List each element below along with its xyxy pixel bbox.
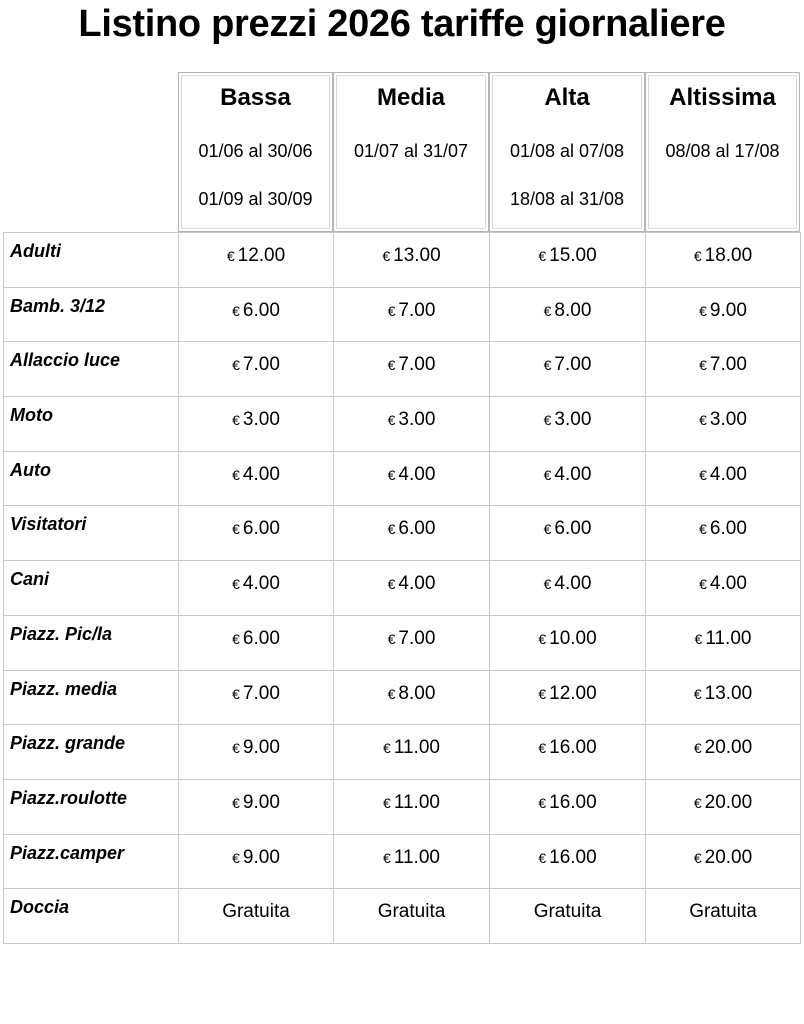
euro-symbol: € [387, 357, 396, 374]
price-cell [334, 397, 490, 451]
price-amount: 4.00 [554, 463, 592, 485]
price-cell [490, 780, 646, 834]
price-value [334, 737, 489, 759]
price-cell [490, 342, 646, 396]
row-label: Visitatori [10, 514, 87, 535]
price-amount: 4.00 [242, 463, 280, 485]
price-value [179, 628, 333, 650]
price-value [490, 573, 645, 595]
price-cell [179, 233, 334, 287]
price-cell [646, 397, 801, 451]
row-label-cell [3, 342, 179, 396]
euro-symbol: € [543, 412, 552, 429]
euro-symbol: € [693, 849, 702, 866]
price-value [179, 573, 333, 595]
price-amount: Gratuita [533, 901, 602, 923]
table-row [3, 452, 801, 507]
row-label: Adulti [10, 241, 61, 261]
price-cell [334, 671, 490, 725]
row-label: Piazz. Pic/la [10, 623, 113, 644]
euro-symbol: € [232, 630, 240, 647]
price-cell [646, 616, 801, 670]
price-cell [179, 835, 334, 889]
euro-symbol: € [699, 302, 707, 319]
euro-symbol: € [543, 357, 552, 374]
price-value [334, 628, 489, 650]
season-date-range: 01/06 al 30/06 [198, 141, 313, 161]
price-amount: Gratuita [377, 901, 446, 923]
price-cell [179, 452, 334, 506]
table-row [3, 288, 801, 343]
price-amount: 8.00 [398, 682, 436, 704]
price-amount: 12.00 [549, 682, 597, 704]
price-cell [334, 835, 490, 889]
price-cell [179, 342, 334, 396]
season-header-cell [333, 72, 489, 232]
price-amount: 7.00 [242, 682, 280, 704]
price-amount: 6.00 [398, 518, 436, 540]
row-label-cell [3, 780, 179, 834]
euro-symbol: € [538, 740, 547, 757]
season-date-range: 01/07 al 31/07 [353, 141, 469, 161]
price-value [179, 683, 333, 705]
season-name: Altissima [669, 84, 776, 111]
page-title: Listino prezzi 2026 tariffe giornaliere [78, 3, 726, 45]
euro-symbol: € [538, 685, 547, 702]
price-cell [646, 506, 801, 560]
price-cell [179, 616, 334, 670]
price-cell [334, 288, 490, 342]
row-label-cell [3, 288, 179, 342]
season-date-range: 18/08 al 31/08 [509, 189, 625, 209]
price-cell [646, 671, 801, 725]
price-cell [334, 452, 490, 506]
price-amount: 9.00 [242, 791, 280, 813]
price-cell [490, 889, 646, 943]
price-value [646, 792, 800, 814]
euro-symbol: € [232, 357, 240, 374]
table-row [3, 835, 801, 890]
euro-symbol: € [694, 630, 703, 647]
euro-symbol: € [699, 576, 707, 593]
table-row [3, 616, 801, 671]
price-amount: 7.00 [398, 299, 436, 321]
price-cell [334, 616, 490, 670]
price-cell [490, 725, 646, 779]
price-amount: 9.00 [709, 299, 747, 321]
euro-symbol: € [538, 248, 547, 264]
price-cell [179, 725, 334, 779]
price-amount: 11.00 [705, 627, 752, 649]
row-label: Bamb. 3/12 [10, 295, 106, 316]
price-amount: 9.00 [242, 737, 280, 759]
row-label-cell [3, 506, 179, 560]
price-amount: 16.00 [549, 791, 597, 813]
row-label-cell [3, 835, 179, 889]
price-amount: 15.00 [549, 245, 597, 266]
row-label: Piazz. media [10, 678, 118, 699]
price-value [179, 464, 333, 486]
row-label: Auto [10, 459, 51, 480]
euro-symbol: € [538, 849, 547, 866]
price-value [334, 573, 489, 595]
table-row [3, 233, 801, 288]
row-label: Piazz.roulotte [10, 787, 128, 808]
price-amount: 11.00 [393, 791, 440, 813]
euro-symbol: € [232, 794, 240, 811]
price-value [334, 354, 489, 376]
row-label: Moto [10, 405, 53, 426]
euro-symbol: € [232, 740, 240, 757]
price-value [646, 245, 800, 267]
table-row [3, 506, 801, 561]
price-cell [490, 671, 646, 725]
price-amount: 4.00 [709, 573, 747, 595]
price-value [179, 518, 333, 540]
price-cell [179, 671, 334, 725]
row-label-cell [3, 671, 179, 725]
euro-symbol: € [387, 466, 396, 483]
season-header-cell [489, 72, 645, 232]
row-label-cell [3, 561, 179, 615]
price-cell [334, 889, 490, 943]
price-value [646, 354, 800, 376]
euro-symbol: € [383, 740, 391, 757]
table-row [3, 561, 801, 616]
price-cell [490, 561, 646, 615]
euro-symbol: € [387, 630, 396, 647]
price-cell [334, 233, 490, 287]
price-amount: 4.00 [554, 573, 592, 595]
price-amount: 13.00 [704, 682, 753, 704]
price-value [179, 737, 333, 759]
euro-symbol: € [699, 521, 707, 538]
price-value [179, 409, 333, 431]
euro-symbol: € [699, 466, 707, 483]
price-value [334, 518, 489, 540]
price-value [179, 300, 333, 322]
price-amount: 6.00 [709, 518, 747, 540]
price-amount: 6.00 [242, 627, 280, 649]
price-cell [179, 288, 334, 342]
euro-symbol: € [232, 849, 240, 866]
season-name: Media [376, 84, 445, 111]
row-label-cell [3, 233, 179, 287]
price-amount: 3.00 [398, 409, 436, 431]
table-row [3, 671, 801, 726]
price-value [490, 464, 645, 486]
season-name: Bassa [220, 84, 291, 111]
price-cell [646, 561, 801, 615]
price-cell [334, 342, 490, 396]
price-amount: 11.00 [393, 737, 440, 759]
row-label-cell [3, 397, 179, 451]
price-amount: 3.00 [709, 409, 747, 431]
euro-symbol: € [387, 685, 396, 702]
price-cell [179, 506, 334, 560]
price-value [646, 573, 800, 595]
table-row [3, 780, 801, 835]
price-value [490, 683, 645, 705]
euro-symbol: € [387, 412, 396, 429]
price-cell [646, 780, 801, 834]
row-label-cell [3, 725, 179, 779]
price-value [646, 300, 800, 322]
price-value [490, 792, 645, 814]
row-label: Cani [10, 569, 50, 590]
table-row [3, 725, 801, 780]
price-amount: 4.00 [398, 463, 436, 485]
price-cell [646, 835, 801, 889]
price-value [490, 737, 645, 759]
price-value [490, 901, 645, 923]
price-value [334, 792, 489, 814]
euro-symbol: € [226, 248, 235, 264]
price-value [179, 847, 333, 869]
euro-symbol: € [383, 794, 391, 811]
price-value [334, 901, 489, 923]
row-label: Allaccio luce [10, 350, 121, 371]
euro-symbol: € [693, 740, 702, 757]
price-cell [646, 452, 801, 506]
row-label-cell [3, 452, 179, 506]
euro-symbol: € [693, 685, 702, 702]
row-label-cell [3, 616, 179, 670]
price-cell [179, 889, 334, 943]
row-label: Piazz.camper [10, 842, 125, 863]
price-cell [646, 288, 801, 342]
table-row [3, 342, 801, 397]
price-amount: 4.00 [709, 463, 747, 485]
price-value [490, 518, 645, 540]
table-row [3, 889, 801, 944]
price-amount: 16.00 [549, 846, 597, 868]
price-value [490, 300, 645, 322]
price-value [490, 245, 645, 267]
price-cell [646, 889, 801, 943]
price-cell [490, 835, 646, 889]
price-amount: 6.00 [242, 518, 280, 540]
euro-symbol: € [232, 685, 240, 702]
price-value [334, 409, 489, 431]
price-amount: 4.00 [242, 573, 280, 595]
row-label-cell [3, 889, 179, 943]
euro-symbol: € [383, 849, 391, 866]
euro-symbol: € [543, 576, 552, 593]
price-cell [179, 397, 334, 451]
price-cell [334, 561, 490, 615]
euro-symbol: € [232, 521, 240, 538]
price-cell [490, 233, 646, 287]
price-cell [490, 452, 646, 506]
price-value [334, 464, 489, 486]
season-date-range: 08/08 al 17/08 [665, 141, 780, 161]
season-date-range: 01/09 al 30/09 [198, 189, 313, 209]
price-cell [646, 342, 801, 396]
euro-symbol: € [543, 302, 552, 319]
price-value [334, 683, 489, 705]
price-cell [334, 725, 490, 779]
price-amount: Gratuita [222, 901, 290, 923]
price-value [646, 628, 800, 650]
table-row [3, 397, 801, 452]
price-amount: 4.00 [398, 573, 436, 595]
price-amount: 7.00 [242, 354, 280, 376]
price-cell [334, 506, 490, 560]
euro-symbol: € [232, 302, 240, 319]
price-amount: 12.00 [237, 245, 286, 266]
price-amount: 7.00 [398, 627, 436, 649]
price-cell [646, 725, 801, 779]
euro-symbol: € [387, 576, 396, 593]
price-cell [490, 397, 646, 451]
season-date-range: 01/08 al 07/08 [509, 141, 625, 161]
row-label: Piazz. grande [10, 733, 126, 754]
price-value [334, 300, 489, 322]
euro-symbol: € [232, 466, 240, 483]
price-amount: 7.00 [398, 354, 436, 376]
price-value [490, 409, 645, 431]
price-cell [490, 506, 646, 560]
price-amount: 6.00 [242, 299, 280, 321]
price-amount: 20.00 [704, 846, 753, 868]
price-amount: 7.00 [709, 354, 747, 376]
price-value [179, 354, 333, 376]
price-cell [490, 288, 646, 342]
price-value [490, 847, 645, 869]
price-table [3, 232, 801, 944]
season-header-cell [178, 72, 333, 232]
price-amount: 18.00 [704, 245, 753, 266]
price-value [179, 792, 333, 814]
price-cell [646, 233, 801, 287]
price-value [490, 354, 645, 376]
price-value [179, 245, 333, 267]
price-amount: 13.00 [393, 245, 441, 266]
price-amount: 9.00 [242, 846, 280, 868]
price-amount: 16.00 [549, 737, 597, 759]
price-value [334, 245, 489, 267]
price-amount: 20.00 [704, 737, 753, 759]
euro-symbol: € [693, 248, 702, 264]
price-amount: 20.00 [704, 791, 753, 813]
price-cell [334, 780, 490, 834]
season-header-cell [645, 72, 800, 232]
season-name: Alta [544, 84, 590, 111]
price-value [646, 409, 800, 431]
price-cell [179, 780, 334, 834]
euro-symbol: € [232, 412, 240, 429]
euro-symbol: € [382, 248, 391, 264]
price-cell [179, 561, 334, 615]
price-value [646, 518, 800, 540]
price-amount: 3.00 [554, 409, 592, 431]
euro-symbol: € [543, 466, 552, 483]
price-value [646, 901, 800, 923]
price-value [646, 683, 800, 705]
price-cell [490, 616, 646, 670]
euro-symbol: € [699, 412, 707, 429]
price-value [646, 464, 800, 486]
euro-symbol: € [538, 630, 547, 647]
price-amount: 10.00 [549, 627, 597, 649]
price-amount: 11.00 [393, 846, 440, 868]
price-amount: Gratuita [689, 901, 757, 923]
price-value [334, 847, 489, 869]
euro-symbol: € [387, 521, 396, 538]
price-amount: 7.00 [554, 354, 592, 376]
euro-symbol: € [232, 576, 240, 593]
euro-symbol: € [699, 357, 707, 374]
euro-symbol: € [543, 521, 552, 538]
price-value [646, 737, 800, 759]
euro-symbol: € [387, 302, 396, 319]
price-amount: 8.00 [554, 299, 592, 321]
row-label: Doccia [10, 897, 70, 918]
price-amount: 6.00 [554, 518, 592, 540]
euro-symbol: € [693, 794, 702, 811]
price-amount: 3.00 [242, 409, 280, 431]
euro-symbol: € [538, 794, 547, 811]
price-value [646, 847, 800, 869]
price-value [490, 628, 645, 650]
price-value [179, 901, 333, 923]
